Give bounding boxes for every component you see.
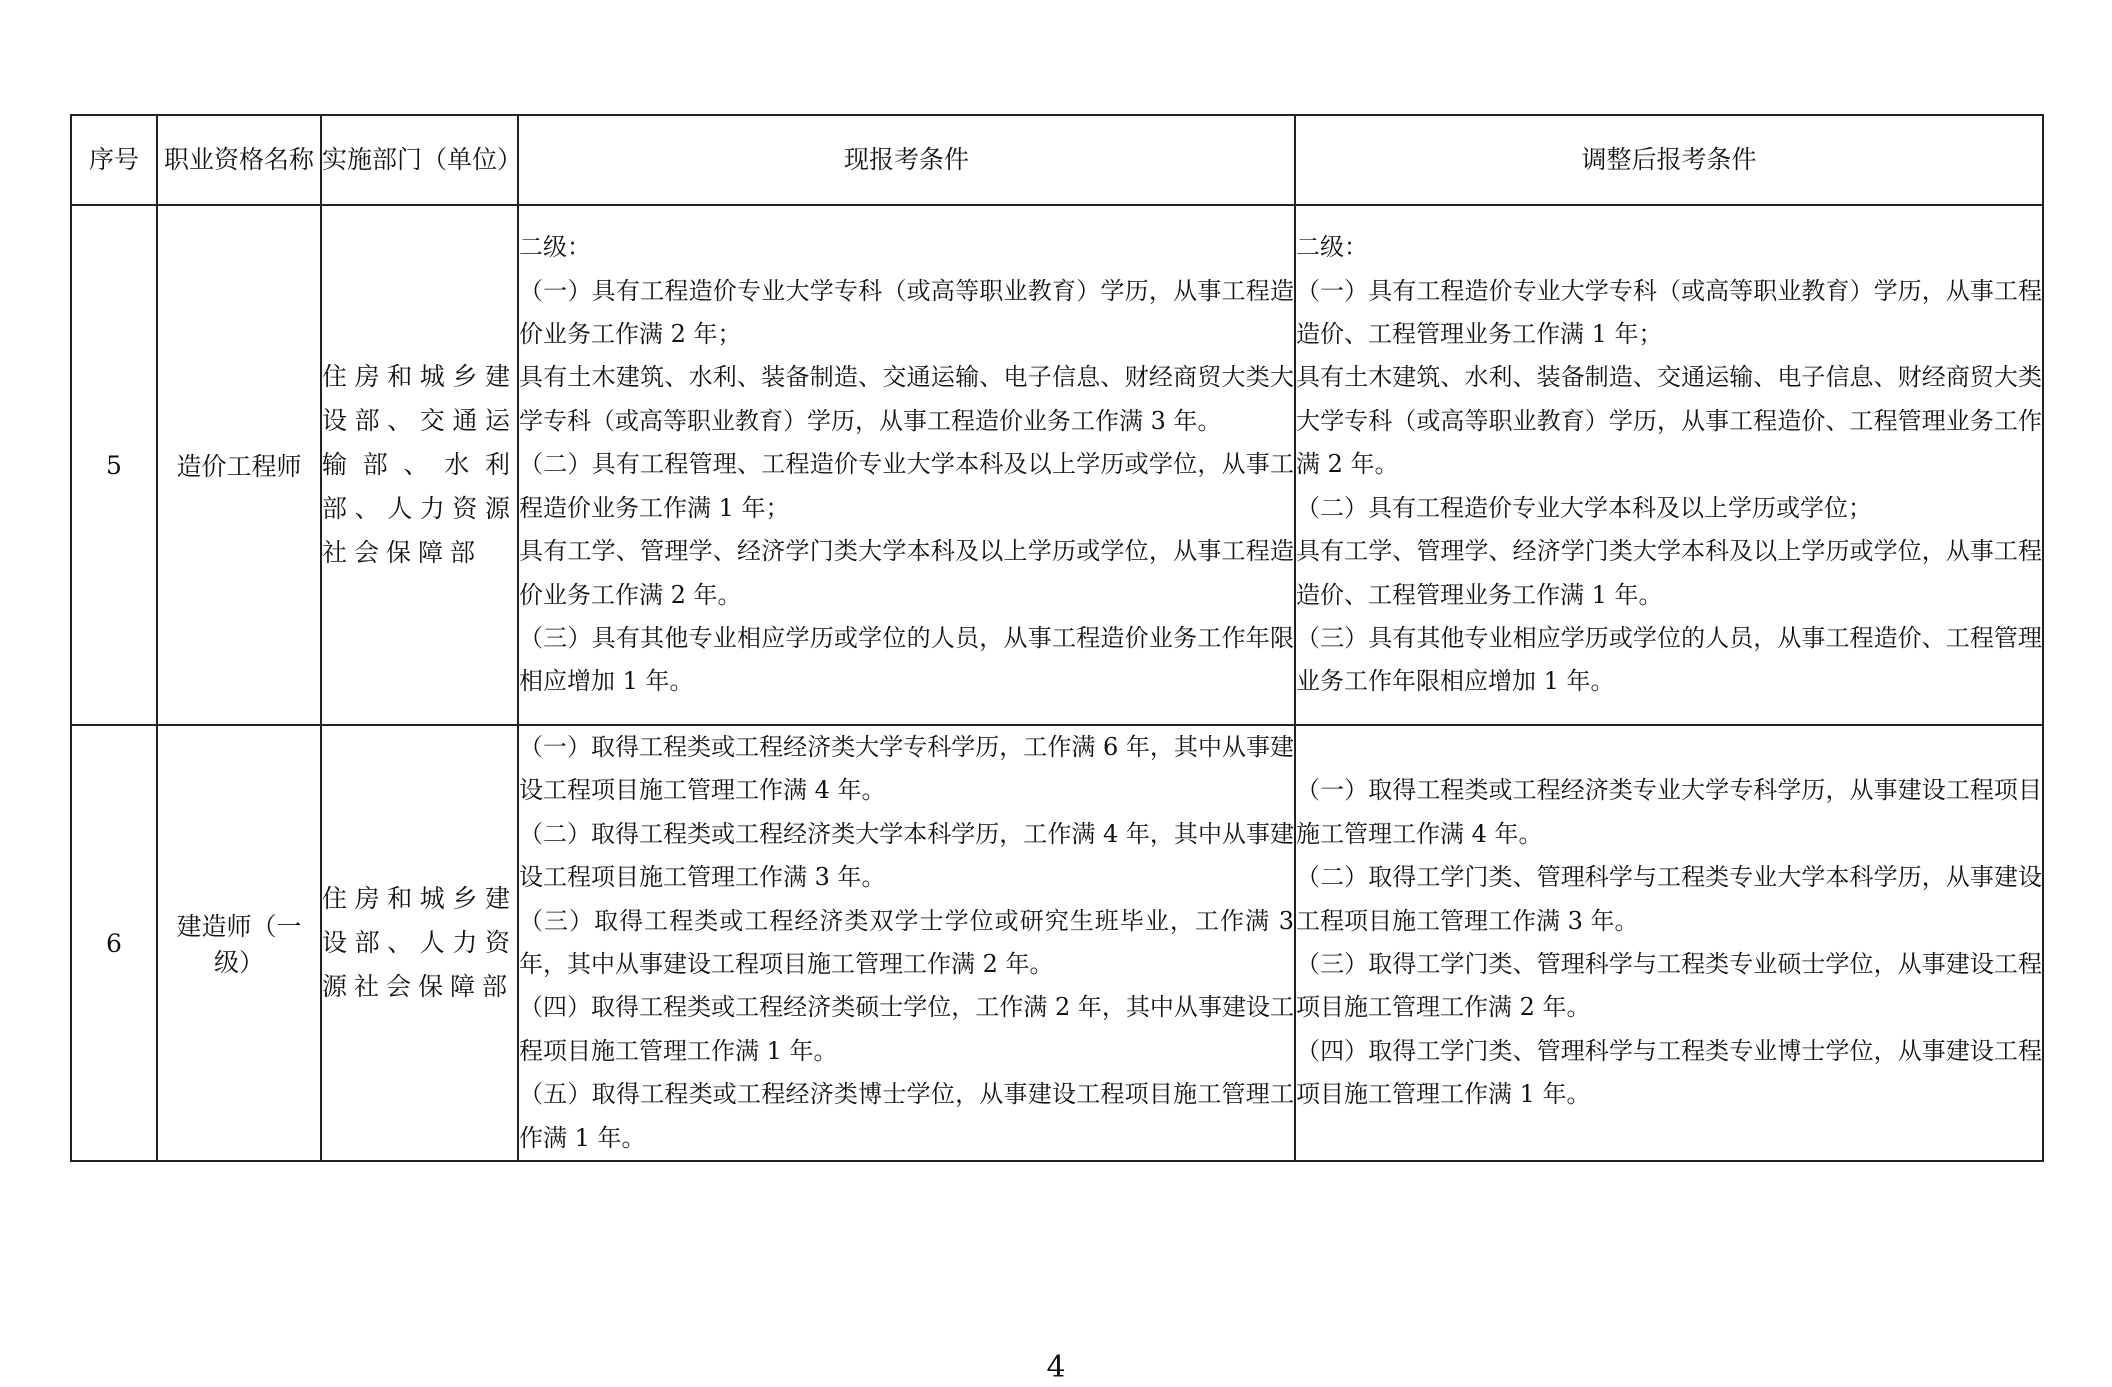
condition-line: （三）取得工学门类、管理科学与工程类专业硕士学位，从事建设工程项目施工管理工作满 2 年。 — [1296, 950, 2042, 1022]
row-qualification: 建造师（一级） — [157, 725, 321, 1161]
condition-line: （二）具有工程管理、工程造价专业大学本科及以上学历或学位，从事工程造价业务工作满 1 年； — [519, 450, 1294, 522]
condition-line: （一）取得工程类或工程经济类大学专科学历，工作满 6 年，其中从事建设工程项目施工管理工作满 4 年。 — [519, 733, 1294, 805]
row-adjusted-conditions — [1295, 205, 2043, 725]
page-number: 4 — [1046, 1350, 1066, 1385]
condition-line: 具有土木建筑、水利、装备制造、交通运输、电子信息、财经商贸大类大学专科（或高等职业教育）学历，从事工程造价业务工作满 3 年。 — [519, 363, 1294, 435]
row-adjusted-conditions — [1295, 725, 2043, 1161]
header-department: 实施部门（单位） — [321, 115, 518, 205]
condition-line: 具有工学、管理学、经济学门类大学本科及以上学历或学位，从事工程造价、工程管理业务工作满 1 年。 — [1296, 537, 2042, 609]
condition-line: （三）取得工程类或工程经济类双学士学位或研究生班毕业，工作满 3 年，其中从事建设工程项目施工管理工作满 2 年。 — [519, 906, 1294, 979]
row-seq: 5 — [71, 205, 157, 725]
table-header-row — [71, 115, 2043, 205]
condition-line: （一）具有工程造价专业大学专科（或高等职业教育）学历，从事工程造价业务工作满 2 年； — [519, 276, 1294, 349]
condition-line: 具有土木建筑、水利、装备制造、交通运输、电子信息、财经商贸大类大学专科（或高等职业教育）学历，从事工程造价、工程管理业务工作满 2 年。 — [1296, 363, 2042, 479]
row-department: 住房和城乡建设部、交通运输部、水利部、人力资源社会保障部 — [321, 205, 518, 725]
condition-line: （二）取得工学门类、管理科学与工程类专业大学本科学历，从事建设工程项目施工管理工作满 3 年。 — [1296, 863, 2042, 935]
condition-line: （一）取得工程类或工程经济类专业大学专科学历，从事建设工程项目施工管理工作满 4 年。 — [1296, 776, 2042, 848]
condition-line: （四）取得工学门类、管理科学与工程类专业博士学位，从事建设工程项目施工管理工作满 1 年。 — [1296, 1036, 2042, 1109]
header-qualification: 职业资格名称 — [157, 115, 321, 205]
qualification-conditions-table — [70, 114, 2044, 1162]
table-row — [71, 725, 2043, 1161]
row-current-conditions — [518, 725, 1295, 1161]
header-adjusted-conditions: 调整后报考条件 — [1295, 115, 2043, 205]
row-current-conditions — [518, 205, 1295, 725]
row-qualification: 造价工程师 — [157, 205, 321, 725]
condition-line: 二级： — [1296, 233, 1368, 262]
row-seq: 6 — [71, 725, 157, 1161]
condition-line: 二级： — [519, 233, 591, 262]
condition-line: （三）具有其他专业相应学历或学位的人员，从事工程造价、工程管理业务工作年限相应增加 1 年。 — [1296, 623, 2042, 696]
header-current-conditions: 现报考条件 — [518, 115, 1295, 205]
condition-line: 具有工学、管理学、经济学门类大学本科及以上学历或学位，从事工程造价业务工作满 2 年。 — [519, 537, 1294, 609]
condition-line: （二）取得工程类或工程经济类大学本科学历，工作满 4 年，其中从事建设工程项目施工管理工作满 3 年。 — [519, 819, 1294, 892]
table-row — [71, 205, 2043, 725]
header-seq: 序号 — [71, 115, 157, 205]
row-department: 住房和城乡建设部、人力资源社会保障部 — [321, 725, 518, 1161]
condition-line: （一）具有工程造价专业大学专科（或高等职业教育）学历，从事工程造价、工程管理业务工作满 1 年； — [1296, 276, 2042, 349]
condition-line: （四）取得工程类或工程经济类硕士学位，工作满 2 年，其中从事建设工程项目施工管理工作满 1 年。 — [519, 993, 1294, 1065]
condition-line: （五）取得工程类或工程经济类博士学位，从事建设工程项目施工管理工作满 1 年。 — [519, 1080, 1294, 1152]
condition-line: （三）具有其他专业相应学历或学位的人员，从事工程造价业务工作年限相应增加 1 年。 — [519, 623, 1294, 696]
condition-line: （二）具有工程造价专业大学本科及以上学历或学位； — [1296, 493, 1872, 522]
